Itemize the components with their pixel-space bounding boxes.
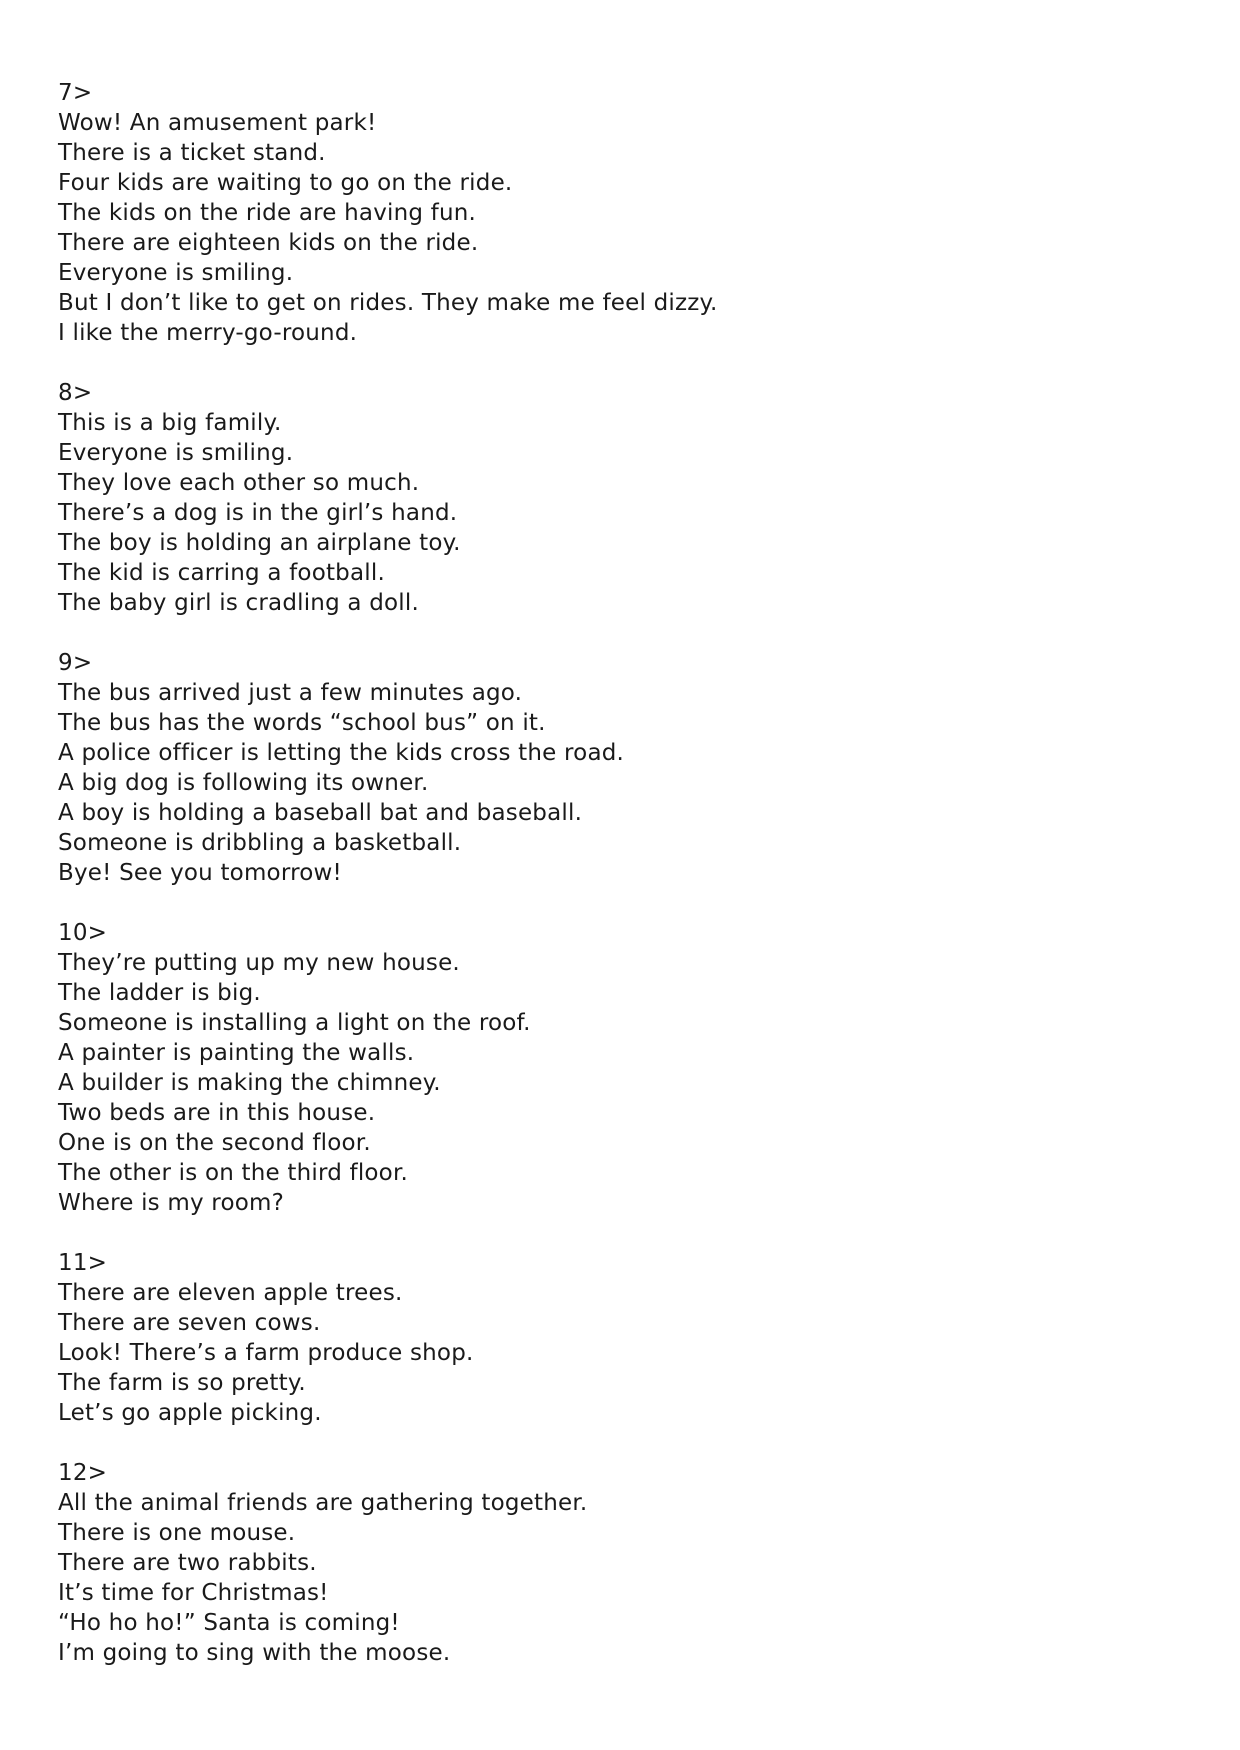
text-line: The bus arrived just a few minutes ago. bbox=[58, 680, 523, 706]
section-number: 10> bbox=[58, 920, 108, 946]
text-line: They’re putting up my new house. bbox=[58, 950, 460, 976]
text-line: A boy is holding a baseball bat and baseball. bbox=[58, 800, 583, 826]
text-line: This is a big family. bbox=[58, 410, 282, 436]
text-line: The bus has the words “school bus” on it. bbox=[58, 710, 546, 736]
text-line: They love each other so much. bbox=[58, 470, 420, 496]
text-line: The kid is carring a football. bbox=[58, 560, 385, 586]
text-line: The kids on the ride are having fun. bbox=[58, 200, 477, 226]
text-line: A police officer is letting the kids cross the road. bbox=[58, 740, 625, 766]
text-line: I like the merry-go-round. bbox=[58, 320, 358, 346]
text-line: All the animal friends are gathering together. bbox=[58, 1490, 588, 1516]
text-line: There is one mouse. bbox=[58, 1520, 296, 1546]
text-line: It’s time for Christmas! bbox=[58, 1580, 329, 1606]
text-line: Four kids are waiting to go on the ride. bbox=[58, 170, 513, 196]
section-8 bbox=[58, 378, 1178, 618]
section-number: 7> bbox=[58, 80, 93, 106]
text-line: There are seven cows. bbox=[58, 1310, 321, 1336]
text-line: There’s a dog is in the girl’s hand. bbox=[58, 500, 458, 526]
text-line: The ladder is big. bbox=[58, 980, 261, 1006]
text-line: One is on the second floor. bbox=[58, 1130, 371, 1156]
text-line: Someone is dribbling a basketball. bbox=[58, 830, 462, 856]
text-line: Someone is installing a light on the roof. bbox=[58, 1010, 531, 1036]
text-line: Wow! An amusement park! bbox=[58, 110, 377, 136]
section-number: 11> bbox=[58, 1250, 108, 1276]
text-line: Bye! See you tomorrow! bbox=[58, 860, 342, 886]
text-line: A painter is painting the walls. bbox=[58, 1040, 415, 1066]
text-line: Where is my room? bbox=[58, 1190, 284, 1216]
section-7 bbox=[58, 78, 1178, 348]
section-11 bbox=[58, 1248, 1178, 1428]
text-line: I’m going to sing with the moose. bbox=[58, 1640, 451, 1666]
text-line: Everyone is smiling. bbox=[58, 440, 294, 466]
section-9 bbox=[58, 648, 1178, 888]
section-10 bbox=[58, 918, 1178, 1218]
text-line: A big dog is following its owner. bbox=[58, 770, 429, 796]
section-number: 9> bbox=[58, 650, 93, 676]
text-line: The other is on the third floor. bbox=[58, 1160, 409, 1186]
text-line: Let’s go apple picking. bbox=[58, 1400, 322, 1426]
section-number: 12> bbox=[58, 1460, 108, 1486]
text-line: A builder is making the chimney. bbox=[58, 1070, 441, 1096]
text-line: There are two rabbits. bbox=[58, 1550, 317, 1576]
section-12 bbox=[58, 1458, 1178, 1668]
document-page bbox=[58, 78, 1178, 1698]
text-line: There are eleven apple trees. bbox=[58, 1280, 403, 1306]
text-line: Look! There’s a farm produce shop. bbox=[58, 1340, 474, 1366]
text-line: Two beds are in this house. bbox=[58, 1100, 376, 1126]
text-line: The baby girl is cradling a doll. bbox=[58, 590, 419, 616]
text-line: Everyone is smiling. bbox=[58, 260, 294, 286]
text-line: The boy is holding an airplane toy. bbox=[58, 530, 461, 556]
text-line: There are eighteen kids on the ride. bbox=[58, 230, 479, 256]
text-line: “Ho ho ho!” Santa is coming! bbox=[58, 1610, 400, 1636]
text-line: The farm is so pretty. bbox=[58, 1370, 306, 1396]
text-line: There is a ticket stand. bbox=[58, 140, 326, 166]
text-line: But I don’t like to get on rides. They make me feel dizzy. bbox=[58, 290, 718, 316]
section-number: 8> bbox=[58, 380, 93, 406]
